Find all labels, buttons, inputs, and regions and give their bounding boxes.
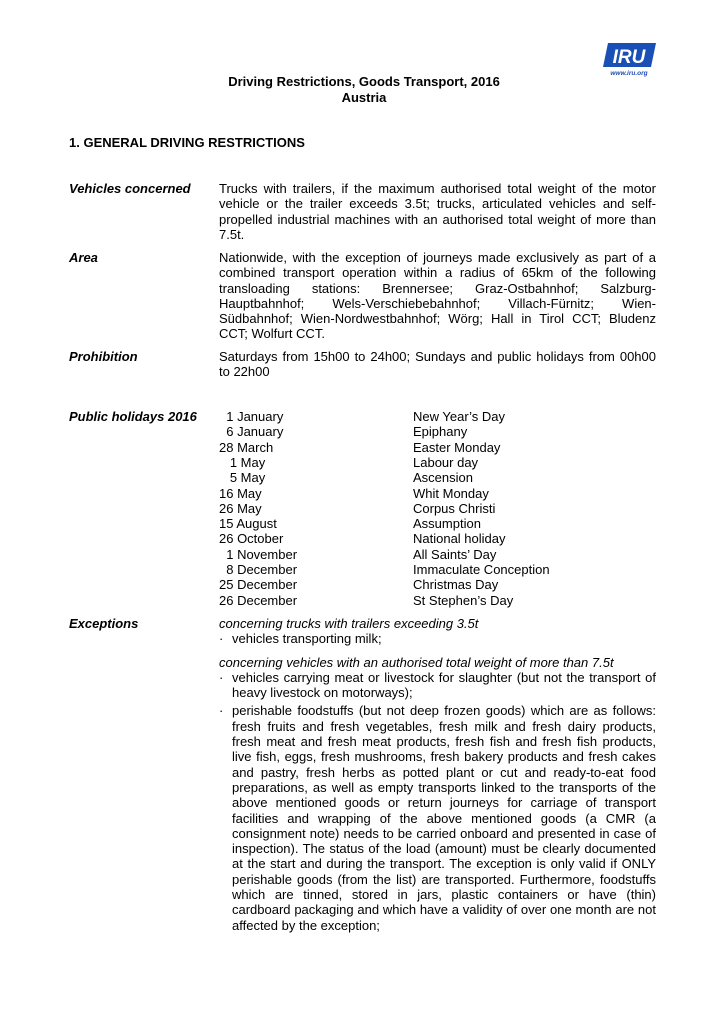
holiday-date: 26 December [219, 592, 298, 608]
holiday-date: 25 December [219, 577, 298, 593]
exception-item: · vehicles transporting milk; [219, 631, 382, 647]
holidays-label: Public holidays 2016 [69, 409, 197, 424]
holiday-row [219, 501, 656, 516]
holiday-name: Whit Monday [413, 485, 489, 501]
svg-text:www.iru.org: www.iru.org [610, 70, 648, 77]
holiday-row [219, 470, 656, 485]
holiday-row [219, 531, 656, 546]
holiday-date: 8 December [219, 562, 298, 577]
holiday-name: Corpus Christi [413, 500, 496, 516]
area-text: Nationwide, with the exception of journeys made exclusively as part of a combined transport operation within a radius of 65km of the following transloading stations: Brennersee; Graz-Ostbahnhof; Salzburg-Hauptbahnhof; Wels-Verschiebebahnhof; Villach-Fürnitz; Wien-Südbahnhof; Wien-Nordwestbahnhof; Wörg; Hall in Tirol CCT; Bludenz CCT; Wolfurt CCT. [219, 250, 656, 342]
holiday-date: 26 May [219, 500, 262, 516]
document-title: Driving Restrictions, Goods Transport, 2016 [228, 74, 500, 89]
bullet-icon: · [219, 703, 224, 719]
holiday-row [219, 424, 656, 439]
holiday-date: 1 November [219, 546, 298, 562]
exception-item: · perishable foodstuffs (but not deep frozen goods) which are as follows: fresh fruits and fresh vegetables, fresh milk and fresh dairy products, fresh meat and fresh meat products, fresh fish and fresh fish products, live fish, eggs, fresh mushrooms, fresh bakery products and fresh cakes and pastry, fresh herbs as potted plant or cut and ready-to-eat food preparations, as well as empty transports linked to the transports of the above mentioned goods or return journeys for carriage of transport facilities and wrapping of the above mentioned goods (a CMR (a consignment note) needs to be carried onboard and presented in case of inspection). The status of the load (amount) must be clearly documented at the start and during the transport. The exception is only valid if ONLY perishable goods (from the list) are transported. Furthermore, foodstuffs which are tinned, stored in jars, plastic containers or have (thin) cardboard packaging and which have a validity of over one month are not affected by the exception; [219, 703, 656, 933]
area-label: Area [69, 250, 98, 265]
holiday-row [219, 516, 656, 531]
holiday-name: Christmas Day [413, 577, 499, 593]
holiday-row [219, 562, 656, 577]
vehicles-label: Vehicles concerned [69, 181, 191, 196]
prohibition-text: Saturdays from 15h00 to 24h00; Sundays and public holidays from 00h00 to 22h00 [219, 349, 656, 380]
holiday-row [219, 486, 656, 501]
iru-logo [602, 43, 656, 77]
holiday-name: Easter Monday [413, 439, 501, 455]
holiday-row [219, 440, 656, 455]
vehicles-text: Trucks with trailers, if the maximum authorised total weight of the motor vehicle or the trailer exceeds 3.5t; trucks, articulated vehicles and self-propelled industrial machines with an authorised total weight of more than 7.5t. [219, 181, 656, 242]
holiday-date: 1 May [219, 454, 266, 470]
holiday-row [219, 577, 656, 592]
holiday-date: 16 May [219, 485, 262, 501]
holiday-date: 6 January [219, 424, 284, 440]
holiday-name: St Stephen’s Day [413, 592, 514, 608]
prohibition-label: Prohibition [69, 349, 138, 364]
holiday-name: Immaculate Conception [413, 562, 550, 577]
holiday-date: 28 March [219, 439, 274, 455]
holiday-name: Labour day [413, 454, 479, 470]
holiday-date: 26 October [219, 531, 284, 547]
exceptions-content [219, 616, 656, 933]
holiday-date: 1 January [219, 409, 284, 424]
holiday-row [219, 593, 656, 608]
holiday-row [219, 455, 656, 470]
holiday-name: Epiphany [413, 424, 468, 440]
svg-text:IRU: IRU [612, 47, 646, 68]
holiday-row [219, 409, 656, 424]
holiday-name: All Saints’ Day [413, 546, 497, 562]
holiday-date: 15 August [219, 516, 277, 532]
holiday-name: Ascension [413, 470, 473, 486]
section-heading: 1. GENERAL DRIVING RESTRICTIONS [69, 135, 305, 150]
exception-group1-heading: concerning trucks with trailers exceeding 3.5t [219, 616, 479, 631]
holiday-name: New Year’s Day [413, 409, 506, 424]
bullet-icon: · [219, 631, 224, 647]
holiday-name: National holiday [413, 531, 506, 547]
holiday-row [219, 547, 656, 562]
document-subtitle: Austria [341, 90, 387, 105]
holiday-date: 5 May [219, 470, 266, 486]
bullet-icon: · [219, 669, 224, 685]
exceptions-label: Exceptions [69, 616, 139, 631]
holiday-name: Assumption [413, 516, 481, 532]
exception-group2-heading: concerning vehicles with an authorised total weight of more than 7.5t [219, 654, 614, 670]
exception-item: · vehicles carrying meat or livestock for slaughter (but not the transport of heavy livestock on motorways); [219, 669, 656, 701]
